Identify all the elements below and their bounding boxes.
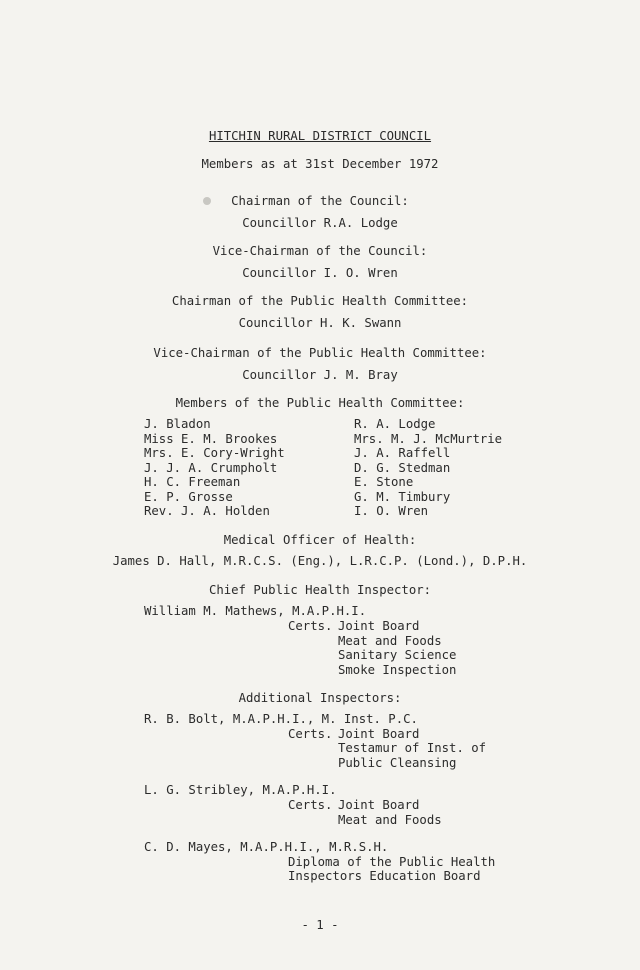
moh-name: James D. Hall, M.R.C.S. (Eng.), L.R.C.P. (Lond.), D.P.H. xyxy=(112,554,528,568)
moh-heading: Medical Officer of Health: xyxy=(223,533,417,547)
member-right: G. M. Timbury xyxy=(354,490,451,504)
cphi-certs-label: Certs. xyxy=(288,619,333,633)
inspector-qual: Diploma of the Public Health xyxy=(288,855,496,869)
vice-chairman-phc-name: Councillor J. M. Bray xyxy=(242,368,398,382)
inspector-qual: Inspectors Education Board xyxy=(288,869,481,883)
inspector-qual: Joint Board xyxy=(338,798,420,812)
inspector-qual: Joint Board xyxy=(338,727,420,741)
member-right: I. O. Wren xyxy=(354,504,429,518)
inspector-qual: Public Cleansing xyxy=(338,756,457,770)
inspector-qual: Testamur of Inst. of xyxy=(338,741,487,755)
cphi-heading: Chief Public Health Inspector: xyxy=(208,583,432,597)
cphi-cert: Sanitary Science xyxy=(338,648,457,662)
inspector-name: R. B. Bolt, M.A.P.H.I., M. Inst. P.C. xyxy=(144,712,418,726)
inspector-certs-label: Certs. xyxy=(288,798,333,812)
chairman-council-heading: Chairman of the Council: xyxy=(231,194,409,208)
inspector-name: L. G. Stribley, M.A.P.H.I. xyxy=(144,783,337,797)
member-left: Rev. J. A. Holden xyxy=(144,504,270,518)
page-subtitle: Members as at 31st December 1972 xyxy=(201,157,439,171)
cphi-cert: Meat and Foods xyxy=(338,634,442,648)
member-left: E. P. Grosse xyxy=(144,490,233,504)
member-right: E. Stone xyxy=(354,475,414,489)
inspector-certs-label: Certs. xyxy=(288,727,333,741)
inspector-qual: Meat and Foods xyxy=(338,813,442,827)
members-heading: Members of the Public Health Committee: xyxy=(175,396,465,410)
member-right: Mrs. M. J. McMurtrie xyxy=(354,432,503,446)
member-right: D. G. Stedman xyxy=(354,461,451,475)
vice-chairman-council-heading: Vice-Chairman of the Council: xyxy=(212,244,428,258)
chairman-phc-name: Councillor H. K. Swann xyxy=(238,316,402,330)
page-title: HITCHIN RURAL DISTRICT COUNCIL xyxy=(208,129,432,143)
member-left: J. Bladon xyxy=(144,417,211,431)
inspector-name: C. D. Mayes, M.A.P.H.I., M.R.S.H. xyxy=(144,840,389,854)
cphi-cert: Joint Board xyxy=(338,619,420,633)
chairman-council-name: Councillor R.A. Lodge xyxy=(242,216,398,230)
member-left: H. C. Freeman xyxy=(144,475,241,489)
cphi-cert: Smoke Inspection xyxy=(338,663,457,677)
page-number: - 1 - xyxy=(301,918,339,932)
member-left: J. J. A. Crumpholt xyxy=(144,461,278,475)
member-right: J. A. Raffell xyxy=(354,446,451,460)
cphi-name: William M. Mathews, M.A.P.H.I. xyxy=(144,604,367,618)
member-left: Miss E. M. Brookes xyxy=(144,432,278,446)
chairman-phc-heading: Chairman of the Public Health Committee: xyxy=(171,294,469,308)
member-right: R. A. Lodge xyxy=(354,417,436,431)
member-left: Mrs. E. Cory-Wright xyxy=(144,446,285,460)
vice-chairman-phc-heading: Vice-Chairman of the Public Health Committee: xyxy=(153,346,487,360)
additional-heading: Additional Inspectors: xyxy=(238,691,402,705)
vice-chairman-council-name: Councillor I. O. Wren xyxy=(242,266,398,280)
